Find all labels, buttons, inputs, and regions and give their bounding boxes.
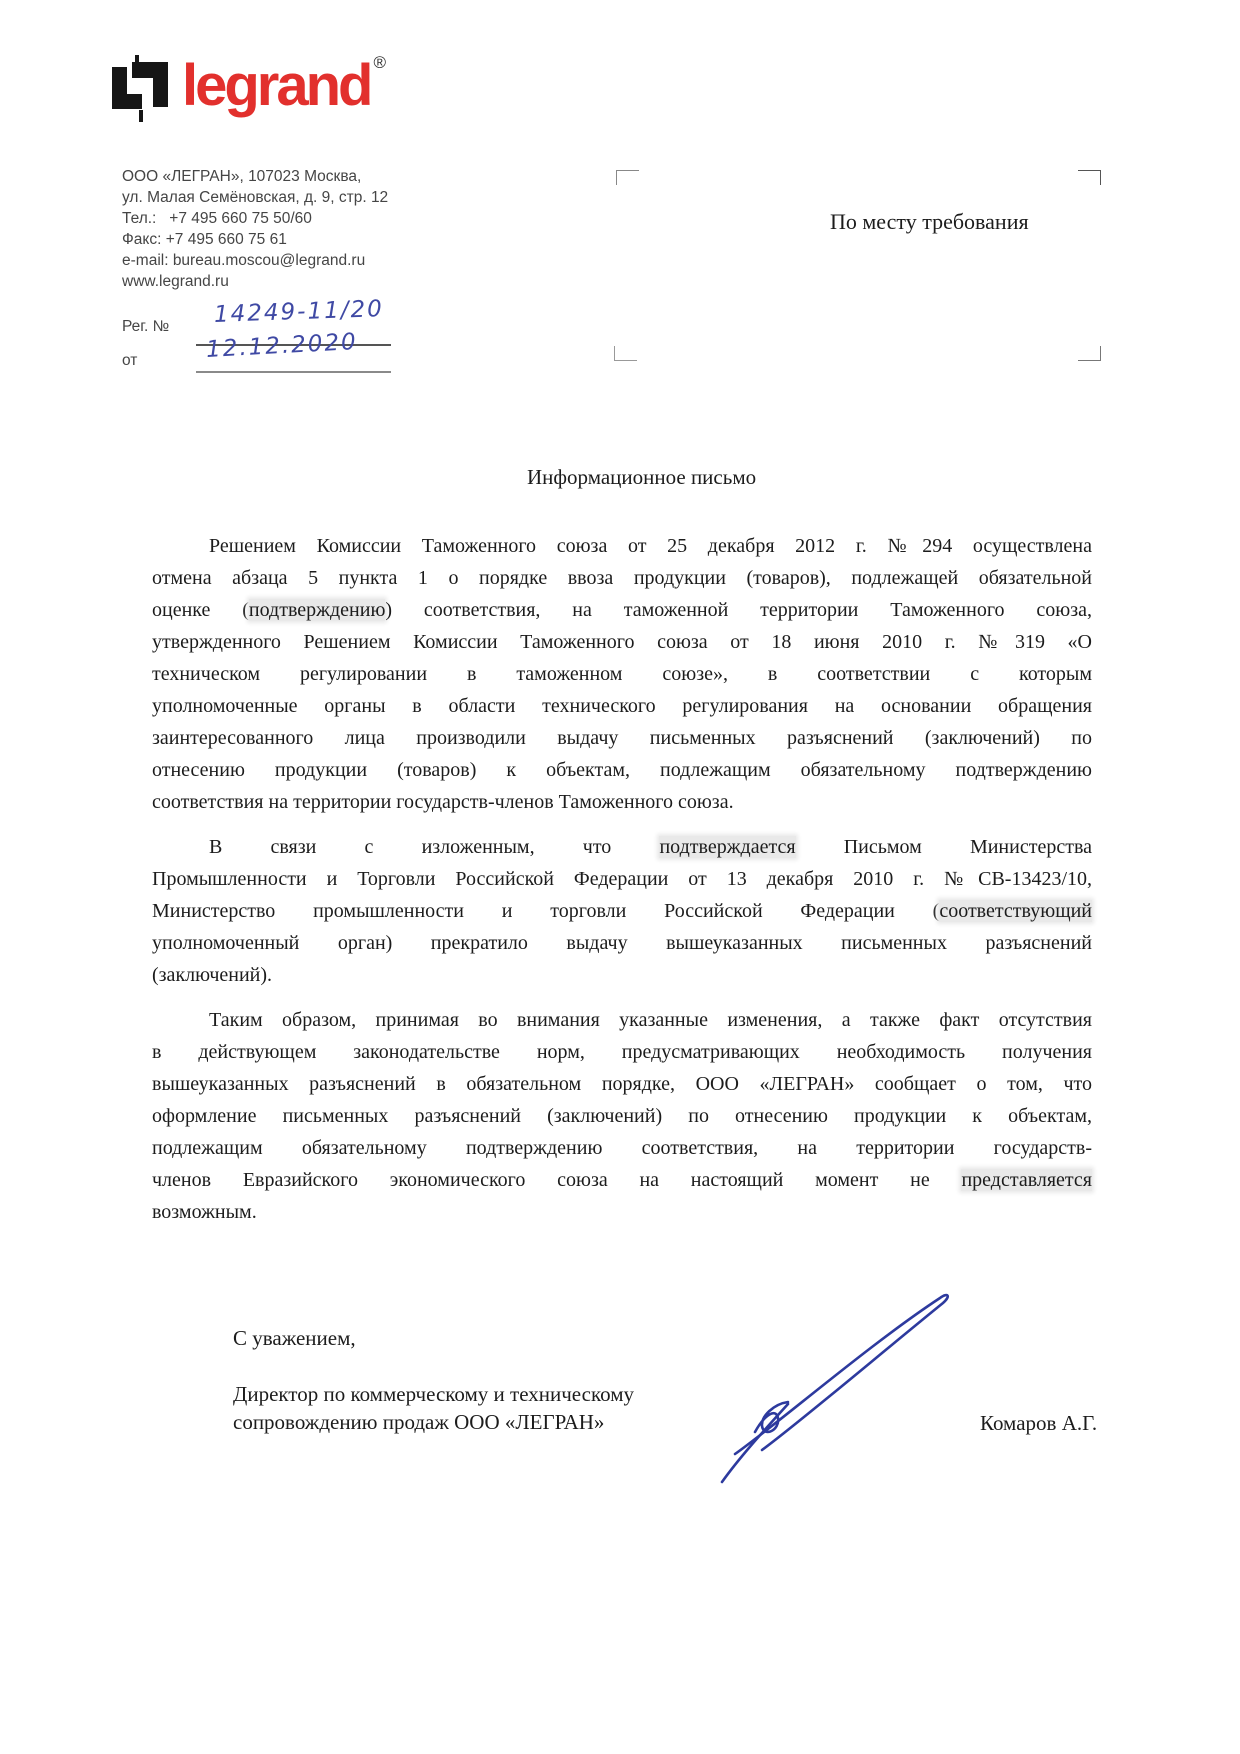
body-line: Решением Комиссии Таможенного союза от 25 декабря 2012 г. №294 осуществлена [209,535,1092,557]
legrand-logo-mark-icon [108,55,172,123]
handwritten-signature [700,1282,970,1492]
address-frame-corner-top-left [616,170,639,185]
address-frame-corner-bottom-right [1078,346,1101,361]
body-line: заинтересованного лица производили выдачу письменных разъяснений (заключений) по [152,727,1092,749]
recipient-note: По месту требования [830,209,1029,234]
body-line: Министерство промышленности и торговли Российской Федерации (соответствующий [152,900,1092,922]
salutation: С уважением, [233,1326,356,1350]
body-line: членов Евразийского экономического союза на настоящий момент не представляется [152,1169,1092,1191]
body-line: отмена абзаца 5 пункта 1 о порядке ввоза продукции (товаров), подлежащей обязательной [152,567,1092,589]
reg-date-underline [196,371,391,373]
body-line: техническом регулировании в таможенном союзе», в соответствии с которым [152,663,1092,685]
paragraph-3 [152,1004,1092,1228]
body-line: оценке (подтверждению) соответствия, на таможенной территории Таможенного союза, [152,599,1093,621]
body-line: отнесению продукции (товаров) к объектам, подлежащим обязательному подтверждению [152,759,1092,781]
company-phone-line: Тел.: +7 495 660 75 50/60 [122,210,312,227]
brand-wordmark: legrand [182,53,371,118]
reg-number-label: Рег. № [122,318,170,335]
letterhead-logo [108,55,386,123]
company-website-line: www.legrand.ru [122,273,229,290]
body-line: уполномоченный орган) прекратило выдачу вышеуказанных письменных разъяснений [152,932,1092,954]
signer-position [233,1380,634,1436]
address-frame-corner-bottom-left [614,346,637,361]
paragraph-1 [152,530,1092,818]
letter-body [152,530,1092,1228]
body-line: Промышленности и Торговли Российской Федерации от 13 декабря 2010 г. №СВ-13423/10, [152,868,1092,890]
reg-date-label: от [122,352,138,369]
registered-trademark-symbol: ® [373,53,387,72]
reg-date-handwritten-value: 12.12.2020 [205,329,359,363]
address-frame-corner-top-right [1078,170,1101,185]
body-line: В связи с изложенным, что подтверждается Письмом Министерства [209,836,1092,858]
reg-number-handwritten-value: 14249-11/20 [213,296,385,328]
signer-name: Комаров А.Г. [980,1411,1098,1435]
body-line: подлежащим обязательному подтверждению соответствия, на территории государств- [152,1137,1092,1159]
company-address-block [122,166,388,292]
signer-position-line: Директор по коммерческому и техническому [233,1382,634,1406]
body-line: утвержденного Решением Комиссии Таможенного союза от 18 июня 2010 г. №319 «О [152,631,1092,653]
company-fax-line: Факс: +7 495 660 75 61 [122,231,287,248]
company-email-line: e-mail: bureau.moscou@legrand.ru [122,252,366,269]
company-street-line: ул. Малая Семёновская, д. 9, стр. 12 [122,189,389,206]
signer-position-line: сопровождению продаж ООО «ЛЕГРАН» [233,1410,605,1434]
company-name-line: ООО «ЛЕГРАН», 107023 Москва, [122,168,362,185]
letter-title: Информационное письмо [527,465,757,489]
body-line: оформление письменных разъяснений (заключений) по отнесению продукции к объектам, [152,1105,1092,1127]
body-line: уполномоченные органы в области технического регулирования на основании обращения [152,695,1092,717]
body-line: Таким образом, принимая во внимания указанные изменения, а также факт отсутствия [209,1009,1092,1031]
body-line: вышеуказанных разъяснений в обязательном порядке, ООО «ЛЕГРАН» сообщает о том, что [152,1073,1092,1095]
body-line: возможным. [152,1201,257,1223]
body-line: (заключений). [152,964,273,986]
body-line: в действующем законодательстве норм, предусматривающих необходимость получения [152,1041,1092,1063]
body-line: соответствия на территории государств-членов Таможенного союза. [152,791,734,813]
paragraph-2 [152,831,1092,991]
